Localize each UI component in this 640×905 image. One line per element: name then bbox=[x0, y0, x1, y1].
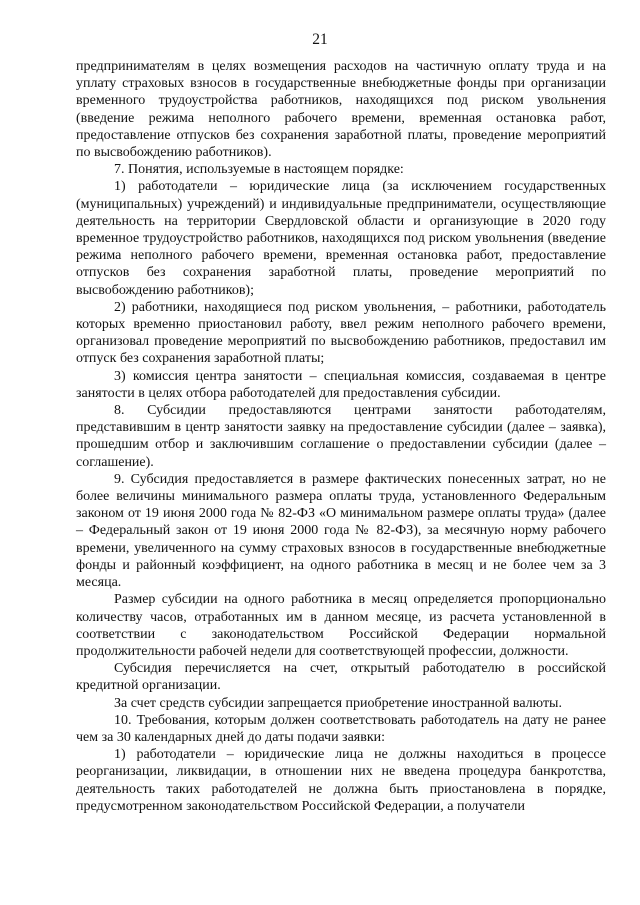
paragraph-subsidy-size: Размер субсидии на одного работника в месяц определяется пропорционально количеству часов, отработанных им в данном месяце, из расчета установленной в соответствии с законодательством Российской Федерации нормальной продолжительности рабочей недели для соответствующей профессии, должности. bbox=[76, 592, 606, 659]
paragraph-item-7-2: 2) работники, находящиеся под риском увольнения, – работники, работодатель которых временно приостановил работу, ввел режим неполного рабочего времени, организовал проведение мероприятий по высвобождению работников, предоставил им отпуск без сохранения заработной платы; bbox=[76, 299, 606, 367]
paragraph-item-7-1: 1) работодатели – юридические лица (за исключением государственных (муниципальных) учреждений) и индивидуальные предприниматели, осуществляющие деятельность на территории Свердловской области и организующие в 2020 году временное трудоустройство работников, находящихся под риском увольнения (введение режима неполного рабочего времени, временная остановка работ, предоставление отпусков без сохранения заработной платы, проведение мероприятий по высвобождению работников); bbox=[76, 179, 606, 298]
paragraph-item-10-1: 1) работодатели – юридические лица не должны находиться в процессе реорганизации, ликвидации, в отношении них не введена процедура банкротства, деятельность таких работодателей не должна быть приостановлена в порядке, предусмотренном законодательством Российской Федерации, а получатели bbox=[76, 747, 606, 814]
paragraph-continuation: предпринимателям в целях возмещения расходов на частичную оплату труда и на уплату страховых взносов в государственные внебюджетные фонды при организации временного трудоустройства работников, находящихся под риском увольнения (введение режима неполного рабочего времени, временная остановка работ, предоставление отпусков без сохранения заработной платы, проведение мероприятий по высвобождению работников). bbox=[76, 59, 606, 161]
paragraph-subsidy-transfer: Субсидия перечисляется на счет, открытый работодателю в российской кредитной организации. bbox=[76, 661, 606, 694]
paragraph-item-10: 10. Требования, которым должен соответствовать работодатель на дату не ранее чем за 30 календарных дней до даты подачи заявки: bbox=[76, 712, 606, 745]
paragraph-item-9: 9. Субсидия предоставляется в размере фактических понесенных затрат, но не более величины минимального размера оплаты труда, установленного Федеральным законом от 19 июня 2000 года № 82-ФЗ «О минимальном размере оплаты труда» (далее – Федеральный закон от 19 июня 2000 года № 82-ФЗ), за месячную норму рабочего времени, увеличенного на сумму страховых взносов в государственные внебюджетные фонды и районный коэффициент, на одного работника в месяц и не более чем за 3 месяца. bbox=[76, 471, 606, 591]
paragraph-currency-ban: За счет средств субсидии запрещается приобретение иностранной валюты. bbox=[114, 695, 562, 711]
paragraph-item-8: 8. Субсидии предоставляются центрами занятости работодателям, представившим в центр занятости заявку на предоставление субсидии (далее – заявка), прошедшим отбор и заключившим соглашение о предоставлении субсидии (далее – соглашение). bbox=[76, 403, 606, 470]
paragraph-item-7-3: 3) комиссия центра занятости – специальная комиссия, создаваемая в центре занятости в целях отбора работодателей для предоставления субсидии. bbox=[76, 368, 606, 401]
page-number: 21 bbox=[312, 31, 328, 48]
paragraph-item-7: 7. Понятия, используемые в настоящем порядке: bbox=[114, 162, 404, 178]
document-body bbox=[76, 58, 606, 815]
